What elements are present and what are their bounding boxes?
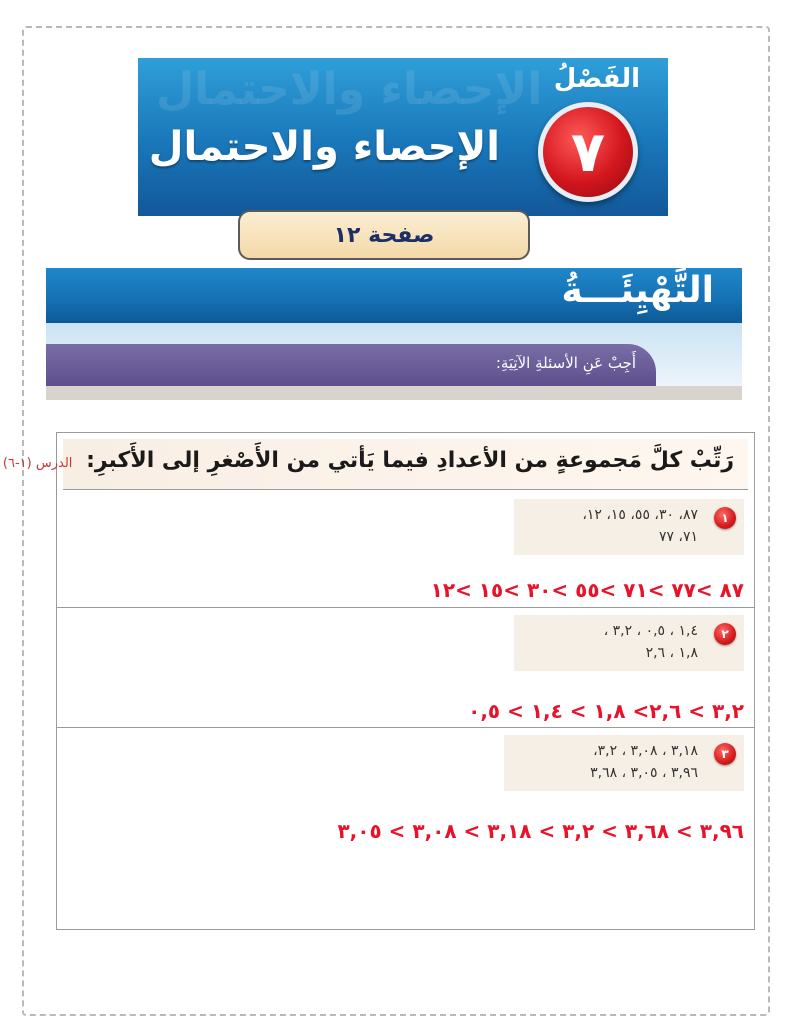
question-prompt: رَتِّبْ كلَّ مَجموعةٍ من الأعدادِ فيما يَأتي من الأَصْغرِ إلى الأَكبرِ: [86, 448, 734, 473]
row-divider [57, 727, 754, 728]
question-numbers-line-1: ٣,١٨ ، ٣,٠٨ ، ٣,٢، [593, 743, 698, 759]
lesson-reference: الدرس (١-٦) [2, 456, 73, 471]
answer-text-2: ٣,٢ > ٢,٦> ١,٨ > ١,٤ > ٠,٥ [468, 699, 744, 723]
section-title: التَّهْيِئَـــةُ [561, 270, 714, 311]
answer-text-3: ٣,٩٦ > ٣,٦٨ > ٣,٢ > ٣,١٨ > ٣,٠٨ > ٣,٠٥ [337, 819, 744, 843]
banner-watermark-text: الإحصاء والاحتمال [156, 64, 543, 115]
question-number-badge: ٣ [714, 743, 736, 765]
section-divider [46, 386, 742, 400]
chapter-banner [138, 58, 668, 216]
row-divider [57, 607, 754, 608]
page-number-label: صفحة ١٢ [238, 210, 530, 260]
questions-table [2, 432, 755, 930]
question-header [2, 439, 748, 490]
chapter-title: الإحصاء والاحتمال [148, 124, 500, 170]
instruction-bar [46, 344, 656, 386]
question-number-badge: ٢ [714, 623, 736, 645]
chapter-label: الفَصْلُ [553, 64, 640, 94]
question-numbers-line-2: ٧١، ٧٧ [658, 529, 698, 545]
section-header-bar [46, 268, 742, 323]
question-numbers-line-1: ١,٤ ، ٠,٥ ، ٣,٢ ، [603, 623, 698, 639]
question-number-badge: ١ [714, 507, 736, 529]
answer-text-1: ٨٧ >٧٧ >٧١ >٥٥ >٣٠ >١٥ >١٢ [430, 578, 744, 602]
question-numbers-line-1: ٨٧، ٣٠، ٥٥، ١٥، ١٢، [582, 507, 698, 523]
question-numbers-line-2: ٣,٩٦ ، ٣,٠٥ ، ٣,٦٨ [590, 765, 698, 781]
chapter-number-badge: ٧ [538, 102, 638, 202]
question-box-1 [514, 499, 744, 555]
question-box-2 [514, 615, 744, 671]
question-numbers-line-2: ١,٨ ، ٢,٦ [645, 645, 698, 661]
instruction-text: أَجِبْ عَنِ الأسئلةِ الآتِيَةِ: [495, 354, 636, 372]
question-box-3 [504, 735, 744, 791]
